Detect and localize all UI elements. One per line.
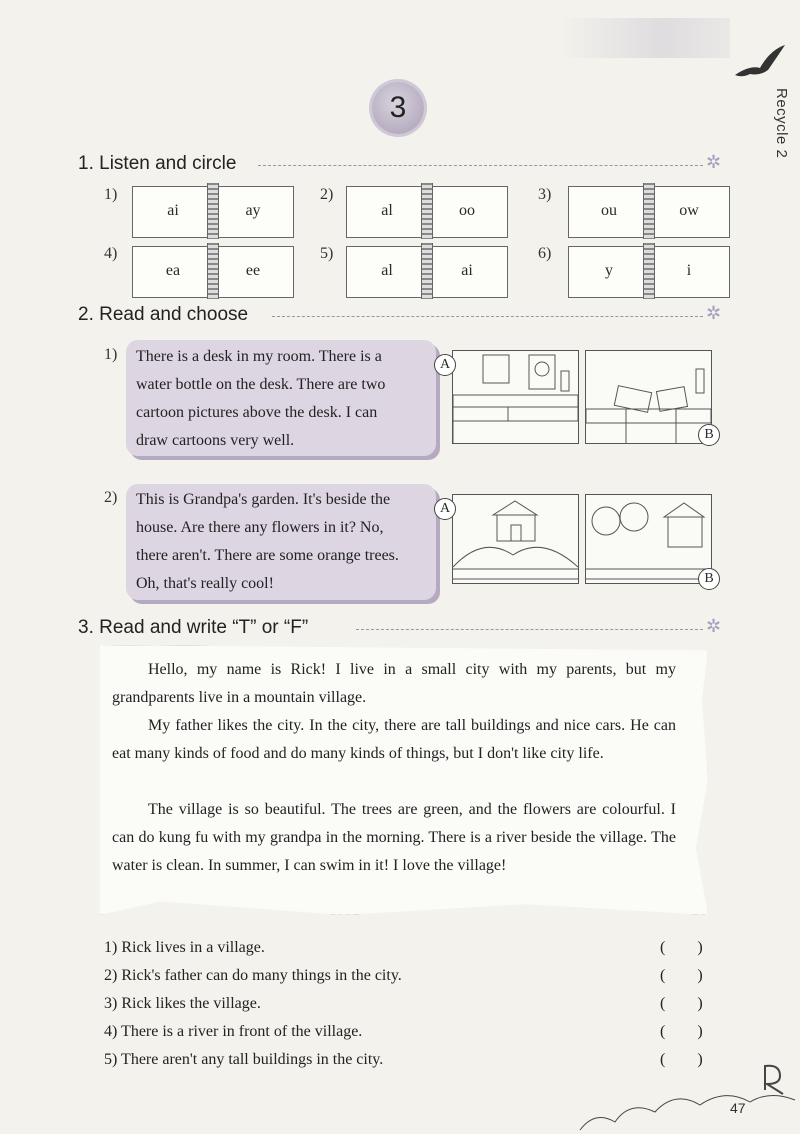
bird-icon (730, 40, 790, 90)
item-number: 4) (104, 245, 118, 262)
choice-left[interactable]: al (381, 262, 393, 279)
question-text: Rick lives in a village. (121, 939, 265, 956)
choice-right[interactable]: ee (245, 262, 261, 279)
choice-left[interactable]: ai (167, 202, 179, 219)
question-text: There is a river in front of the village. (121, 1023, 363, 1040)
page-number: 47 (730, 1100, 746, 1116)
choice-card[interactable] (346, 246, 508, 298)
asterisk-icon: ✲ (706, 616, 722, 637)
header-decoration (560, 18, 730, 58)
choice-card[interactable] (132, 246, 294, 298)
side-label: Recycle 2 (773, 88, 790, 159)
room-illustration-b (586, 351, 711, 443)
question-number: 5) (104, 1051, 118, 1068)
asterisk-icon: ✲ (706, 303, 722, 324)
item-number: 1) (104, 186, 118, 203)
section-title-listen: 1. Listen and circle (78, 153, 237, 174)
choice-right[interactable]: ai (461, 262, 473, 279)
choose-text: This is Grandpa's garden. It's beside the house. Are there any flowers in it? No, there aren't. There are some orange trees. Oh, that's really cool! (136, 491, 399, 592)
divider (356, 629, 703, 630)
choice-card[interactable] (346, 186, 508, 238)
question-number: 2) (104, 967, 118, 984)
story-paragraph: My father likes the city. In the city, there are tall buildings and nice cars. He can eat many kinds of food and do many kinds of things, but I don't like city life. (112, 717, 676, 762)
garden-illustration-a (453, 495, 578, 583)
question-number: 3) (104, 995, 118, 1012)
picture-b-room[interactable] (585, 350, 712, 444)
divider (272, 316, 703, 317)
item-number: 2) (104, 489, 118, 506)
section-title-choose: 2. Read and choose (78, 304, 249, 325)
choice-left[interactable]: ou (601, 202, 617, 219)
picture-a-room[interactable] (452, 350, 579, 444)
item-number: 2) (320, 186, 334, 203)
option-a-label[interactable]: A (434, 498, 456, 520)
answer-blank[interactable]: ( ) (660, 967, 703, 984)
story-paragraph: Hello, my name is Rick! I live in a small city with my parents, but my grandparents live in a mountain village. (112, 661, 676, 706)
divider (258, 165, 703, 166)
choice-left[interactable]: ea (165, 262, 181, 279)
item-number: 3) (538, 186, 552, 203)
choice-right[interactable]: oo (459, 202, 475, 219)
story-paragraph: The village is so beautiful. The trees are green, and the flowers are colourful. I can do kung fu with my grandpa in the morning. There is a river beside the village. The water is clean. In summer, I can swim in it! I love the village! (112, 801, 676, 874)
room-illustration-a (453, 351, 578, 443)
question-text: There aren't any tall buildings in the city. (121, 1051, 384, 1068)
choose-text: There is a desk in my room. There is a water bottle on the desk. There are two cartoon pictures above the desk. I can draw cartoons very well. (136, 348, 386, 449)
question-number: 1) (104, 939, 118, 956)
answer-blank[interactable]: ( ) (660, 1023, 703, 1040)
choice-card[interactable] (568, 186, 730, 238)
answer-blank[interactable]: ( ) (660, 939, 703, 956)
choice-left[interactable]: y (605, 262, 613, 279)
answer-blank[interactable]: ( ) (660, 1051, 703, 1068)
question-number: 4) (104, 1023, 118, 1040)
picture-b-garden[interactable] (585, 494, 712, 584)
answer-blank[interactable]: ( ) (660, 995, 703, 1012)
option-b-label[interactable]: B (698, 424, 720, 446)
choice-card[interactable] (568, 246, 730, 298)
choice-card[interactable] (132, 186, 294, 238)
question-text: Rick's father can do many things in the city. (121, 967, 402, 984)
asterisk-icon: ✲ (706, 152, 722, 173)
option-a-label[interactable]: A (434, 354, 456, 376)
choice-right[interactable]: ow (679, 202, 699, 219)
picture-a-garden[interactable] (452, 494, 579, 584)
question-text: Rick likes the village. (121, 995, 261, 1012)
choice-right[interactable]: ay (245, 202, 261, 219)
option-b-label[interactable]: B (698, 568, 720, 590)
choice-left[interactable]: al (381, 202, 393, 219)
section-title-write: 3. Read and write “T” or “F” (78, 617, 309, 638)
cloud-decoration-icon (575, 1060, 800, 1134)
item-number: 1) (104, 346, 118, 363)
unit-number-badge: 3 (372, 82, 424, 134)
item-number: 5) (320, 245, 334, 262)
garden-illustration-b (586, 495, 711, 583)
item-number: 6) (538, 245, 552, 262)
choice-right[interactable]: i (686, 262, 692, 279)
